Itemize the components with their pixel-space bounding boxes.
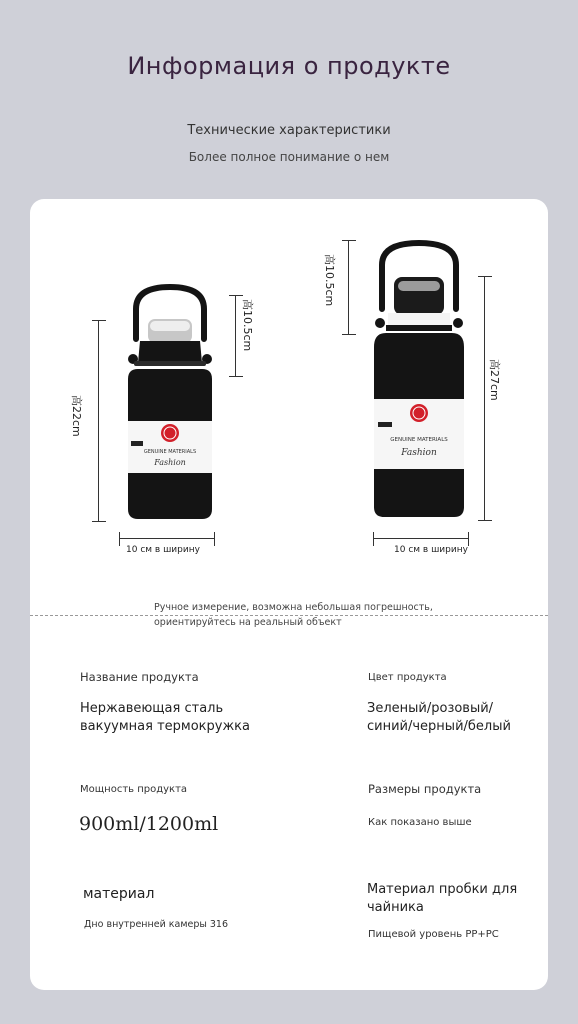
lid-material-value: Пищевой уровень PP+PC bbox=[368, 929, 499, 940]
product-capacity-label: Мощность продукта bbox=[80, 784, 188, 795]
large-lid-height-line bbox=[348, 240, 363, 335]
product-color-label: Цвет продукта bbox=[368, 672, 447, 683]
svg-text:Fashion: Fashion bbox=[401, 448, 437, 458]
small-lid-height-label: 高10.5cm bbox=[241, 299, 254, 352]
large-bottle-image bbox=[358, 237, 480, 522]
page-subtitle-secondary: Более полное понимание о нем bbox=[188, 150, 390, 164]
material-label: материал bbox=[83, 886, 155, 902]
small-height-line bbox=[98, 320, 113, 522]
product-color-value: Зеленый/розовый/ синий/черный/белый bbox=[367, 701, 511, 734]
product-info-card bbox=[30, 199, 548, 990]
material-value: Дно внутренней камеры 316 bbox=[84, 919, 229, 930]
small-bottle-image bbox=[112, 281, 228, 526]
lid-material-label: Материал пробки для чайника bbox=[367, 882, 518, 915]
large-height-label: 高27cm bbox=[488, 359, 501, 401]
svg-text:GENUINE MATERIALS: GENUINE MATERIALS bbox=[143, 449, 197, 455]
svg-text:Fashion: Fashion bbox=[154, 458, 186, 467]
large-lid-height-label: 高10.5cm bbox=[323, 254, 336, 307]
product-capacity-value: 900ml/1200ml bbox=[79, 813, 219, 835]
page-title: Информация о продукте bbox=[127, 52, 451, 80]
product-size-label: Размеры продукта bbox=[368, 782, 482, 796]
small-width-label: 10 см в ширину bbox=[126, 545, 200, 555]
small-height-label: 高22cm bbox=[70, 395, 83, 437]
product-size-value: Как показано выше bbox=[368, 817, 472, 828]
product-name-label: Название продукта bbox=[80, 670, 199, 684]
measurement-note: Ручное измерение, возможна небольшая погрешность, ориентируйтесь на реальный объект bbox=[154, 602, 433, 628]
product-name-value: Нержавеющая сталь вакуумная термокружка bbox=[80, 701, 251, 734]
large-width-label: 10 см в ширину bbox=[394, 545, 468, 555]
page-subtitle: Технические характеристики bbox=[187, 123, 391, 138]
svg-text:GENUINE MATERIALS: GENUINE MATERIALS bbox=[390, 437, 448, 443]
